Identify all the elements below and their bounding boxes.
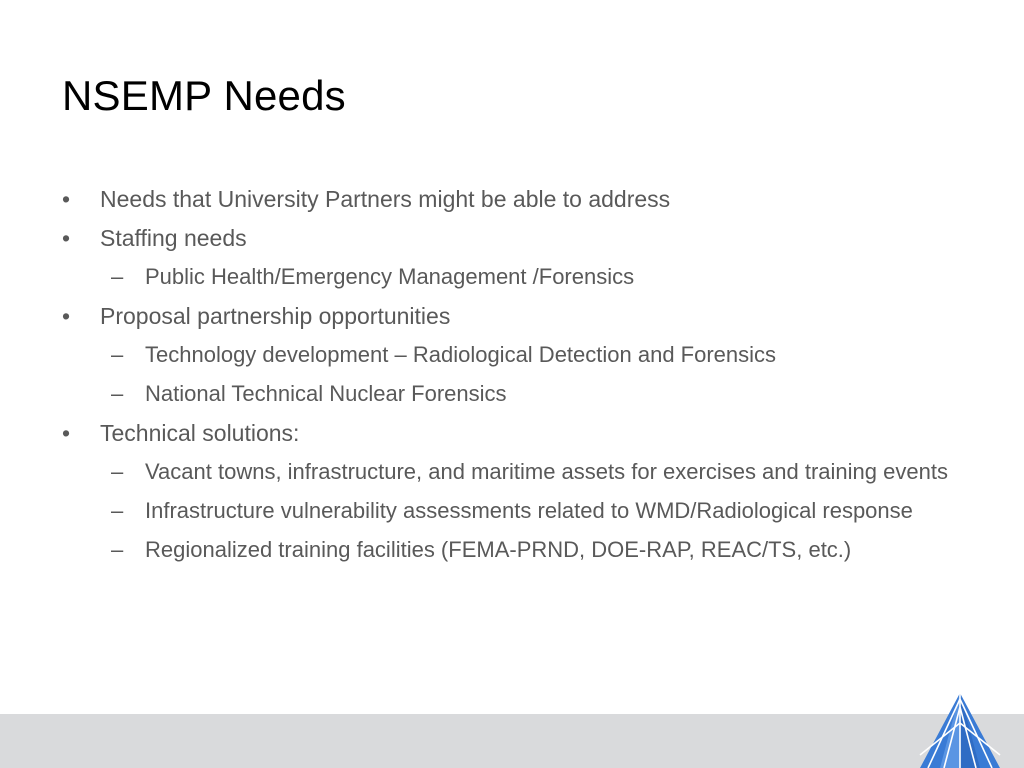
sub-bullet-dash: – (111, 264, 124, 289)
bullet-dot: • (62, 186, 71, 212)
bullet-text: Technical solutions: (100, 420, 300, 446)
bullet-item (62, 222, 962, 254)
sub-bullet-item (62, 378, 962, 410)
sub-bullet-text: National Technical Nuclear Forensics (145, 381, 507, 406)
bullet-dot: • (62, 225, 71, 251)
sub-bullet-item (62, 261, 962, 293)
slide-title: NSEMP Needs (62, 72, 346, 119)
sub-bullet-text: Public Health/Emergency Management /Forensics (145, 264, 635, 289)
sub-bullet-dash: – (111, 498, 124, 523)
sub-bullet-dash: – (111, 459, 124, 484)
sub-bullet-dash: – (111, 537, 124, 562)
sub-bullet-text: Technology development – Radiological Detection and Forensics (145, 342, 777, 367)
sub-bullet-item (62, 339, 962, 371)
bullet-item (62, 417, 962, 449)
sub-bullet-dash: – (111, 342, 124, 367)
bullet-dot: • (62, 303, 71, 329)
sub-bullet-text: Vacant towns, infrastructure, and maritime assets for exercises and training events (145, 459, 948, 484)
footer-band (0, 714, 1024, 768)
sub-bullet-item (62, 456, 962, 488)
sub-bullet-dash: – (111, 381, 124, 406)
bullet-item (62, 300, 962, 332)
bullet-dot: • (62, 420, 71, 446)
sub-bullet-text: Regionalized training facilities (FEMA-PRND, DOE-RAP, REAC/TS, etc.) (145, 537, 852, 562)
bullet-item (62, 183, 962, 215)
bullet-list (62, 183, 962, 573)
bullet-text: Proposal partnership opportunities (100, 303, 451, 329)
sub-bullet-text: Infrastructure vulnerability assessments related to WMD/Radiological response (145, 498, 913, 523)
blue-crystal-logo-icon (918, 693, 1002, 768)
bullet-text: Needs that University Partners might be able to address (100, 186, 671, 212)
sub-bullet-item (62, 495, 962, 527)
sub-bullet-item (62, 534, 962, 566)
bullet-text: Staffing needs (100, 225, 247, 251)
